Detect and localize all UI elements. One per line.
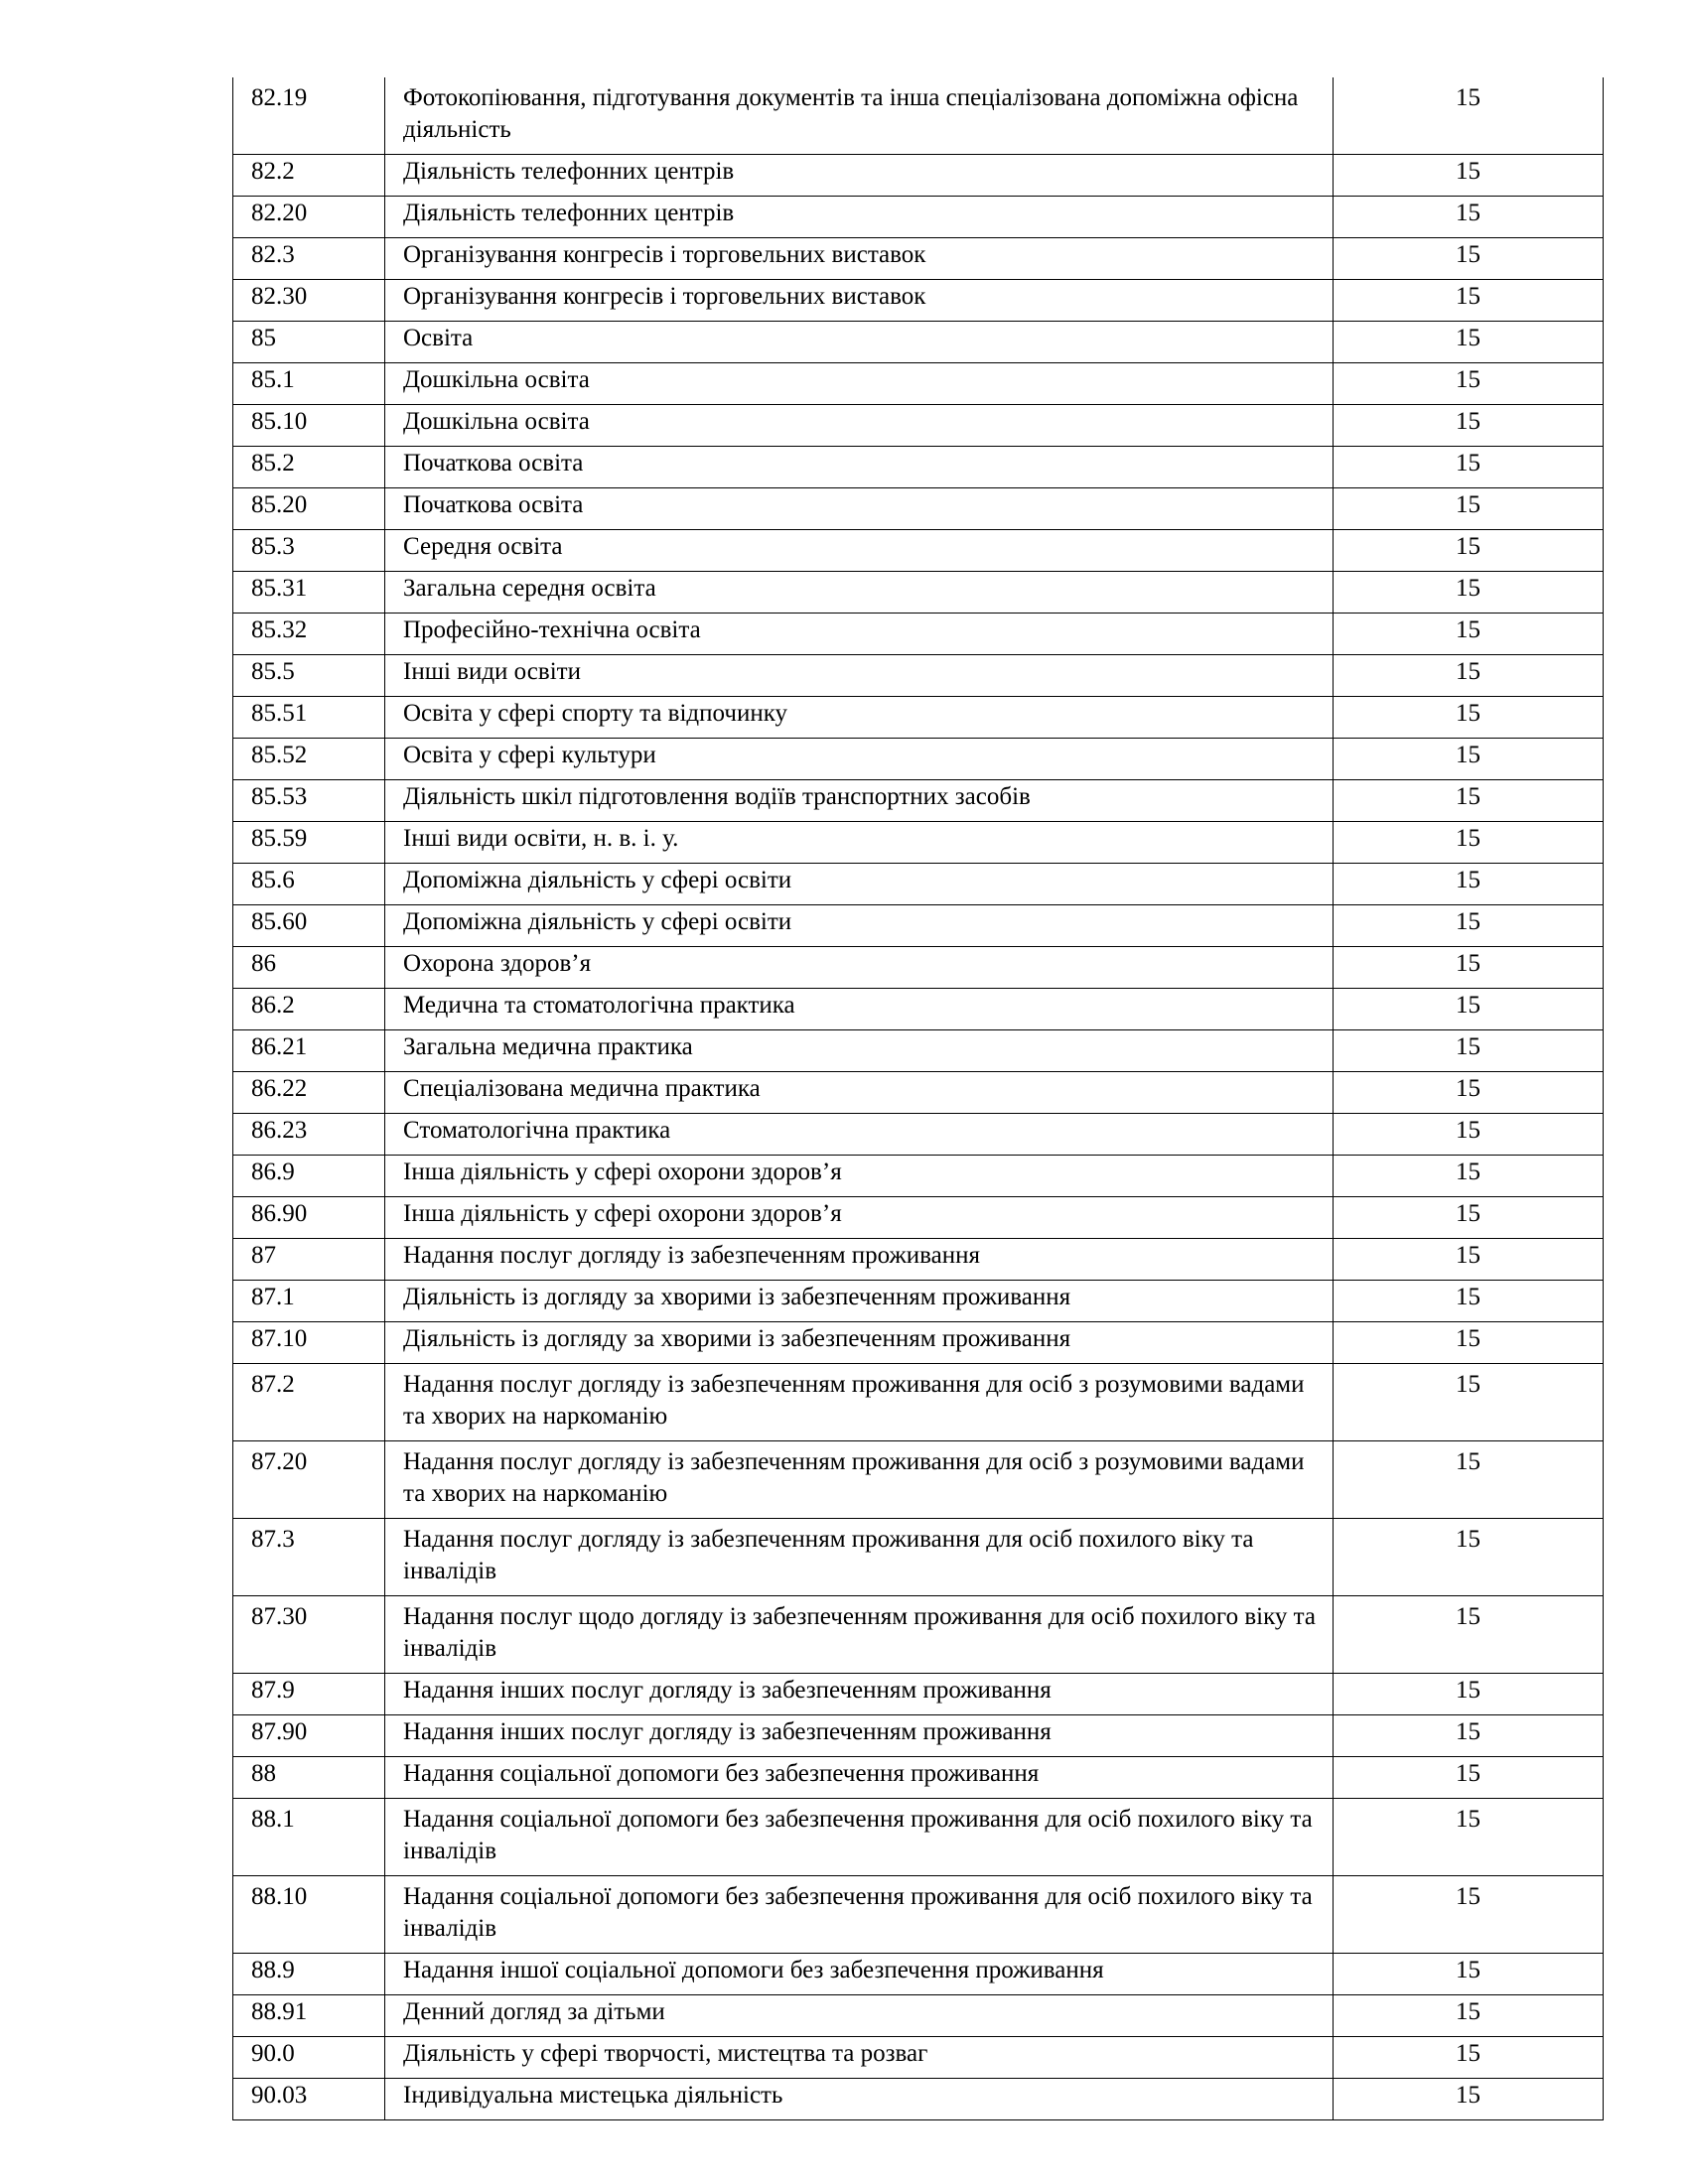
table-row xyxy=(233,780,1604,822)
value-cell: 15 xyxy=(1334,1596,1604,1674)
code-cell: 85.20 xyxy=(233,488,385,530)
value-cell: 15 xyxy=(1334,447,1604,488)
value-cell: 15 xyxy=(1334,739,1604,780)
activity-name-cell: Надання послуг догляду із забезпеченням проживання для осіб з розумовими вадами та хворих на наркоманію xyxy=(385,1441,1334,1519)
activity-name-cell: Загальна середня освіта xyxy=(385,572,1334,614)
value-cell: 15 xyxy=(1334,572,1604,614)
value-cell: 15 xyxy=(1334,1674,1604,1715)
activity-name-cell: Надання послуг догляду із забезпеченням проживання для осіб з розумовими вадами та хворих на наркоманію xyxy=(385,1364,1334,1441)
code-cell: 85.31 xyxy=(233,572,385,614)
code-cell: 85.5 xyxy=(233,655,385,697)
activity-name-cell: Діяльність телефонних центрів xyxy=(385,197,1334,238)
code-cell: 87.20 xyxy=(233,1441,385,1519)
activity-name-cell: Надання послуг догляду із забезпеченням проживання для осіб похилого віку та інвалідів xyxy=(385,1519,1334,1596)
table-row xyxy=(233,197,1604,238)
code-cell: 87.30 xyxy=(233,1596,385,1674)
value-cell: 15 xyxy=(1334,864,1604,905)
code-cell: 85.3 xyxy=(233,530,385,572)
activity-name-cell: Інші види освіти, н. в. і. у. xyxy=(385,822,1334,864)
table-row xyxy=(233,530,1604,572)
activity-name-cell: Надання послуг догляду із забезпеченням проживання xyxy=(385,1239,1334,1281)
value-cell: 15 xyxy=(1334,1239,1604,1281)
table-row xyxy=(233,2079,1604,2120)
table-row xyxy=(233,1364,1604,1441)
activity-name-cell: Початкова освіта xyxy=(385,488,1334,530)
code-cell: 86 xyxy=(233,947,385,989)
value-cell: 15 xyxy=(1334,530,1604,572)
value-cell: 15 xyxy=(1334,1954,1604,1995)
value-cell: 15 xyxy=(1334,1995,1604,2037)
value-cell: 15 xyxy=(1334,280,1604,322)
code-cell: 86.22 xyxy=(233,1072,385,1114)
code-cell: 86.23 xyxy=(233,1114,385,1156)
code-cell: 85.10 xyxy=(233,405,385,447)
value-cell: 15 xyxy=(1334,1281,1604,1322)
table-row xyxy=(233,280,1604,322)
value-cell: 15 xyxy=(1334,1114,1604,1156)
activity-name-cell: Стоматологічна практика xyxy=(385,1114,1334,1156)
table-row xyxy=(233,488,1604,530)
table-row xyxy=(233,1030,1604,1072)
table-row xyxy=(233,1281,1604,1322)
code-cell: 85.59 xyxy=(233,822,385,864)
code-cell: 82.3 xyxy=(233,238,385,280)
code-cell: 87.1 xyxy=(233,1281,385,1322)
value-cell: 15 xyxy=(1334,1799,1604,1876)
activity-name-cell: Інші види освіти xyxy=(385,655,1334,697)
code-cell: 82.30 xyxy=(233,280,385,322)
activity-name-cell: Організування конгресів і торговельних виставок xyxy=(385,280,1334,322)
activity-name-cell: Денний догляд за дітьми xyxy=(385,1995,1334,2037)
activity-name-cell: Освіта у сфері спорту та відпочинку xyxy=(385,697,1334,739)
table-row xyxy=(233,572,1604,614)
table-row xyxy=(233,155,1604,197)
activity-name-cell: Надання інших послуг догляду із забезпеченням проживання xyxy=(385,1715,1334,1757)
code-cell: 87.3 xyxy=(233,1519,385,1596)
activity-name-cell: Діяльність із догляду за хворими із забезпеченням проживання xyxy=(385,1322,1334,1364)
value-cell: 15 xyxy=(1334,77,1604,155)
activity-name-cell: Діяльність із догляду за хворими із забезпеченням проживання xyxy=(385,1281,1334,1322)
activity-name-cell: Медична та стоматологічна практика xyxy=(385,989,1334,1030)
activity-name-cell: Надання соціальної допомоги без забезпечення проживання xyxy=(385,1757,1334,1799)
activity-name-cell: Фотокопіювання, підготування документів та інша спеціалізована допоміжна офісна діяльність xyxy=(385,77,1334,155)
table-row xyxy=(233,1674,1604,1715)
activity-name-cell: Дошкільна освіта xyxy=(385,363,1334,405)
code-cell: 82.2 xyxy=(233,155,385,197)
value-cell: 15 xyxy=(1334,697,1604,739)
value-cell: 15 xyxy=(1334,363,1604,405)
code-cell: 86.21 xyxy=(233,1030,385,1072)
code-cell: 88.9 xyxy=(233,1954,385,1995)
value-cell: 15 xyxy=(1334,1519,1604,1596)
table-row xyxy=(233,238,1604,280)
value-cell: 15 xyxy=(1334,197,1604,238)
code-cell: 87.10 xyxy=(233,1322,385,1364)
value-cell: 15 xyxy=(1334,1757,1604,1799)
value-cell: 15 xyxy=(1334,1441,1604,1519)
activity-name-cell: Організування конгресів і торговельних виставок xyxy=(385,238,1334,280)
code-cell: 85.60 xyxy=(233,905,385,947)
table-row xyxy=(233,363,1604,405)
code-cell: 85 xyxy=(233,322,385,363)
activity-name-cell: Середня освіта xyxy=(385,530,1334,572)
table-row xyxy=(233,822,1604,864)
code-cell: 87.2 xyxy=(233,1364,385,1441)
value-cell: 15 xyxy=(1334,1030,1604,1072)
value-cell: 15 xyxy=(1334,488,1604,530)
code-cell: 86.2 xyxy=(233,989,385,1030)
table-row xyxy=(233,322,1604,363)
table-row xyxy=(233,1114,1604,1156)
code-cell: 85.52 xyxy=(233,739,385,780)
value-cell: 15 xyxy=(1334,614,1604,655)
table-row xyxy=(233,864,1604,905)
table-row xyxy=(233,1072,1604,1114)
value-cell: 15 xyxy=(1334,989,1604,1030)
code-cell: 87 xyxy=(233,1239,385,1281)
code-cell: 82.20 xyxy=(233,197,385,238)
value-cell: 15 xyxy=(1334,1322,1604,1364)
code-cell: 86.9 xyxy=(233,1156,385,1197)
table-row xyxy=(233,1954,1604,1995)
activity-name-cell: Допоміжна діяльність у сфері освіти xyxy=(385,905,1334,947)
code-cell: 90.03 xyxy=(233,2079,385,2120)
table-body xyxy=(233,77,1604,2120)
code-cell: 86.90 xyxy=(233,1197,385,1239)
code-cell: 88 xyxy=(233,1757,385,1799)
value-cell: 15 xyxy=(1334,822,1604,864)
table-row xyxy=(233,1239,1604,1281)
table-row xyxy=(233,1596,1604,1674)
code-cell: 87.9 xyxy=(233,1674,385,1715)
activity-codes-table xyxy=(232,77,1604,2120)
table-row xyxy=(233,1322,1604,1364)
value-cell: 15 xyxy=(1334,1876,1604,1954)
value-cell: 15 xyxy=(1334,1197,1604,1239)
table-row xyxy=(233,1197,1604,1239)
code-cell: 85.53 xyxy=(233,780,385,822)
value-cell: 15 xyxy=(1334,947,1604,989)
table-row xyxy=(233,905,1604,947)
value-cell: 15 xyxy=(1334,1364,1604,1441)
table-row xyxy=(233,1715,1604,1757)
activity-name-cell: Діяльність телефонних центрів xyxy=(385,155,1334,197)
code-cell: 85.2 xyxy=(233,447,385,488)
activity-name-cell: Початкова освіта xyxy=(385,447,1334,488)
table-row xyxy=(233,614,1604,655)
value-cell: 15 xyxy=(1334,155,1604,197)
value-cell: 15 xyxy=(1334,2037,1604,2079)
activity-name-cell: Діяльність у сфері творчості, мистецтва та розваг xyxy=(385,2037,1334,2079)
activity-name-cell: Надання соціальної допомоги без забезпечення проживання для осіб похилого віку та інвалідів xyxy=(385,1876,1334,1954)
table-row xyxy=(233,1441,1604,1519)
activity-name-cell: Індивідуальна мистецька діяльність xyxy=(385,2079,1334,2120)
table-row xyxy=(233,2037,1604,2079)
table-row xyxy=(233,655,1604,697)
activity-name-cell: Надання інших послуг догляду із забезпеченням проживання xyxy=(385,1674,1334,1715)
code-cell: 85.1 xyxy=(233,363,385,405)
activity-name-cell: Спеціалізована медична практика xyxy=(385,1072,1334,1114)
value-cell: 15 xyxy=(1334,322,1604,363)
activity-name-cell: Освіта у сфері культури xyxy=(385,739,1334,780)
code-cell: 90.0 xyxy=(233,2037,385,2079)
code-cell: 88.10 xyxy=(233,1876,385,1954)
code-cell: 88.1 xyxy=(233,1799,385,1876)
activity-name-cell: Надання соціальної допомоги без забезпечення проживання для осіб похилого віку та інвалідів xyxy=(385,1799,1334,1876)
table-row xyxy=(233,947,1604,989)
activity-name-cell: Інша діяльність у сфері охорони здоров’я xyxy=(385,1156,1334,1197)
table-row xyxy=(233,739,1604,780)
code-cell: 85.32 xyxy=(233,614,385,655)
table-row xyxy=(233,1995,1604,2037)
value-cell: 15 xyxy=(1334,655,1604,697)
value-cell: 15 xyxy=(1334,1072,1604,1114)
activity-name-cell: Надання послуг щодо догляду із забезпеченням проживання для осіб похилого віку та інвалідів xyxy=(385,1596,1334,1674)
value-cell: 15 xyxy=(1334,238,1604,280)
code-cell: 82.19 xyxy=(233,77,385,155)
code-cell: 85.6 xyxy=(233,864,385,905)
activity-name-cell: Надання іншої соціальної допомоги без забезпечення проживання xyxy=(385,1954,1334,1995)
value-cell: 15 xyxy=(1334,405,1604,447)
table-row xyxy=(233,1876,1604,1954)
table-row xyxy=(233,1519,1604,1596)
code-cell: 88.91 xyxy=(233,1995,385,2037)
table-row xyxy=(233,989,1604,1030)
activity-name-cell: Допоміжна діяльність у сфері освіти xyxy=(385,864,1334,905)
table-row xyxy=(233,77,1604,155)
code-cell: 85.51 xyxy=(233,697,385,739)
value-cell: 15 xyxy=(1334,1156,1604,1197)
table-row xyxy=(233,1799,1604,1876)
activity-name-cell: Охорона здоров’я xyxy=(385,947,1334,989)
table-row xyxy=(233,1156,1604,1197)
table-row xyxy=(233,697,1604,739)
table-row xyxy=(233,1757,1604,1799)
value-cell: 15 xyxy=(1334,2079,1604,2120)
code-cell: 87.90 xyxy=(233,1715,385,1757)
activity-name-cell: Дошкільна освіта xyxy=(385,405,1334,447)
table-row xyxy=(233,405,1604,447)
activity-name-cell: Інша діяльність у сфері охорони здоров’я xyxy=(385,1197,1334,1239)
activity-name-cell: Діяльність шкіл підготовлення водіїв транспортних засобів xyxy=(385,780,1334,822)
value-cell: 15 xyxy=(1334,1715,1604,1757)
activity-name-cell: Професійно-технічна освіта xyxy=(385,614,1334,655)
table-row xyxy=(233,447,1604,488)
value-cell: 15 xyxy=(1334,780,1604,822)
activity-name-cell: Освіта xyxy=(385,322,1334,363)
activity-name-cell: Загальна медична практика xyxy=(385,1030,1334,1072)
value-cell: 15 xyxy=(1334,905,1604,947)
